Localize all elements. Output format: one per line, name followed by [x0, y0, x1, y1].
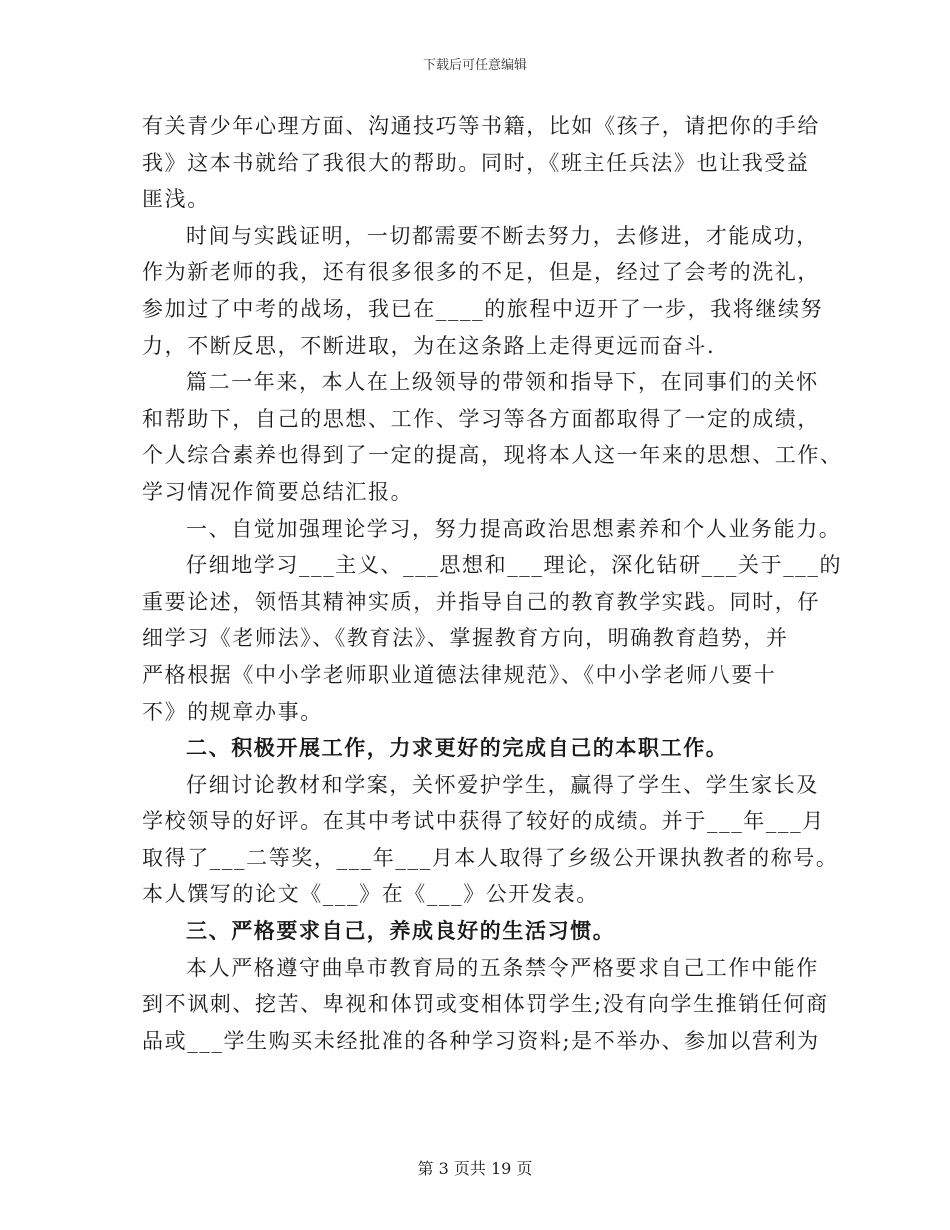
body-text-line: 取得了___二等奖，___年___月本人取得了乡级公开课执教者的称号。 — [142, 845, 839, 870]
body-text-line: 仔细地学习___主义、___思想和___理论，深化钻研___关于___的 — [186, 553, 843, 578]
body-text-line: 学校领导的好评。在其中考试中获得了较好的成绩。并于___年___月 — [142, 809, 825, 834]
page-footer: 第 3 页共 19 页 — [417, 1159, 533, 1178]
body-text-line: 篇二一年来，本人在上级领导的带领和指导下，在同事们的关怀 — [186, 370, 819, 395]
body-text-line: 细学习《老师法》、《教育法》、掌握教育方向，明确教育趋势，并 — [142, 626, 789, 651]
body-text-line: 一、自觉加强理论学习，努力提高政治思想素养和个人业务能力。 — [186, 516, 842, 541]
body-text-line: 有关青少年心理方面、沟通技巧等书籍，比如《孩子，请把你的手给 — [142, 114, 820, 138]
body-text-line: 参加过了中考的战场，我已在____的旅程中迈开了一步，我将继续努 — [142, 296, 824, 321]
body-text-line: 学习情况作简要总结汇报。 — [142, 479, 414, 504]
section-heading-line: 二、积极开展工作，力求更好的完成自己的本职工作。 — [186, 735, 729, 761]
body-text-line: 时间与实践证明，一切都需要不断去努力，去修进，才能成功， — [186, 223, 819, 248]
document-body — [142, 108, 843, 1059]
body-text-line: 个人综合素养也得到了一定的提高，现将本人这一年来的思想、工作、 — [142, 443, 843, 468]
body-text-line: 不》的规章办事。 — [142, 699, 323, 724]
body-text-line: 品或___学生购买未经批准的各种学习资料;是不举办、参加以营利为 — [142, 1028, 820, 1053]
body-text-line: 本人严格遵守曲阜市教育局的五条禁令严格要求自己工作中能作 — [186, 955, 819, 980]
body-text-line: 和帮助下，自己的思想、工作、学习等各方面都取得了一定的成绩， — [142, 406, 820, 431]
body-text-line: 本人馔写的论文《___》在《___》公开发表。 — [142, 882, 599, 907]
body-text-line: 到不讽刺、挖苦、卑视和体罚或变相体罚学生;没有向学生推销任何商 — [142, 992, 829, 1017]
body-text-line: 匪浅。 — [142, 187, 210, 212]
body-text-line: 作为新老师的我，还有很多很多的不足，但是，经过了会考的洗礼， — [142, 260, 820, 285]
page-header: 下载后可任意编辑 — [422, 58, 527, 73]
body-text-line: 重要论述，领悟其精神实质，并指导自己的教育教学实践。同时，仔 — [142, 589, 820, 614]
section-heading-line: 三、严格要求自己，养成良好的生活习惯。 — [186, 918, 616, 944]
body-text-line: 严格根据《中小学老师职业道德法律规范》、《中小学老师八要十 — [142, 662, 777, 687]
body-text-line: 我》这本书就给了我很大的帮助。同时，《班主任兵法》也让我受益 — [142, 150, 810, 175]
body-text-line: 力，不断反思，不断进取，为在这条路上走得更远而奋斗. — [142, 333, 716, 358]
body-text-line: 仔细讨论教材和学案，关怀爱护学生，赢得了学生、学生家长及 — [186, 772, 819, 797]
